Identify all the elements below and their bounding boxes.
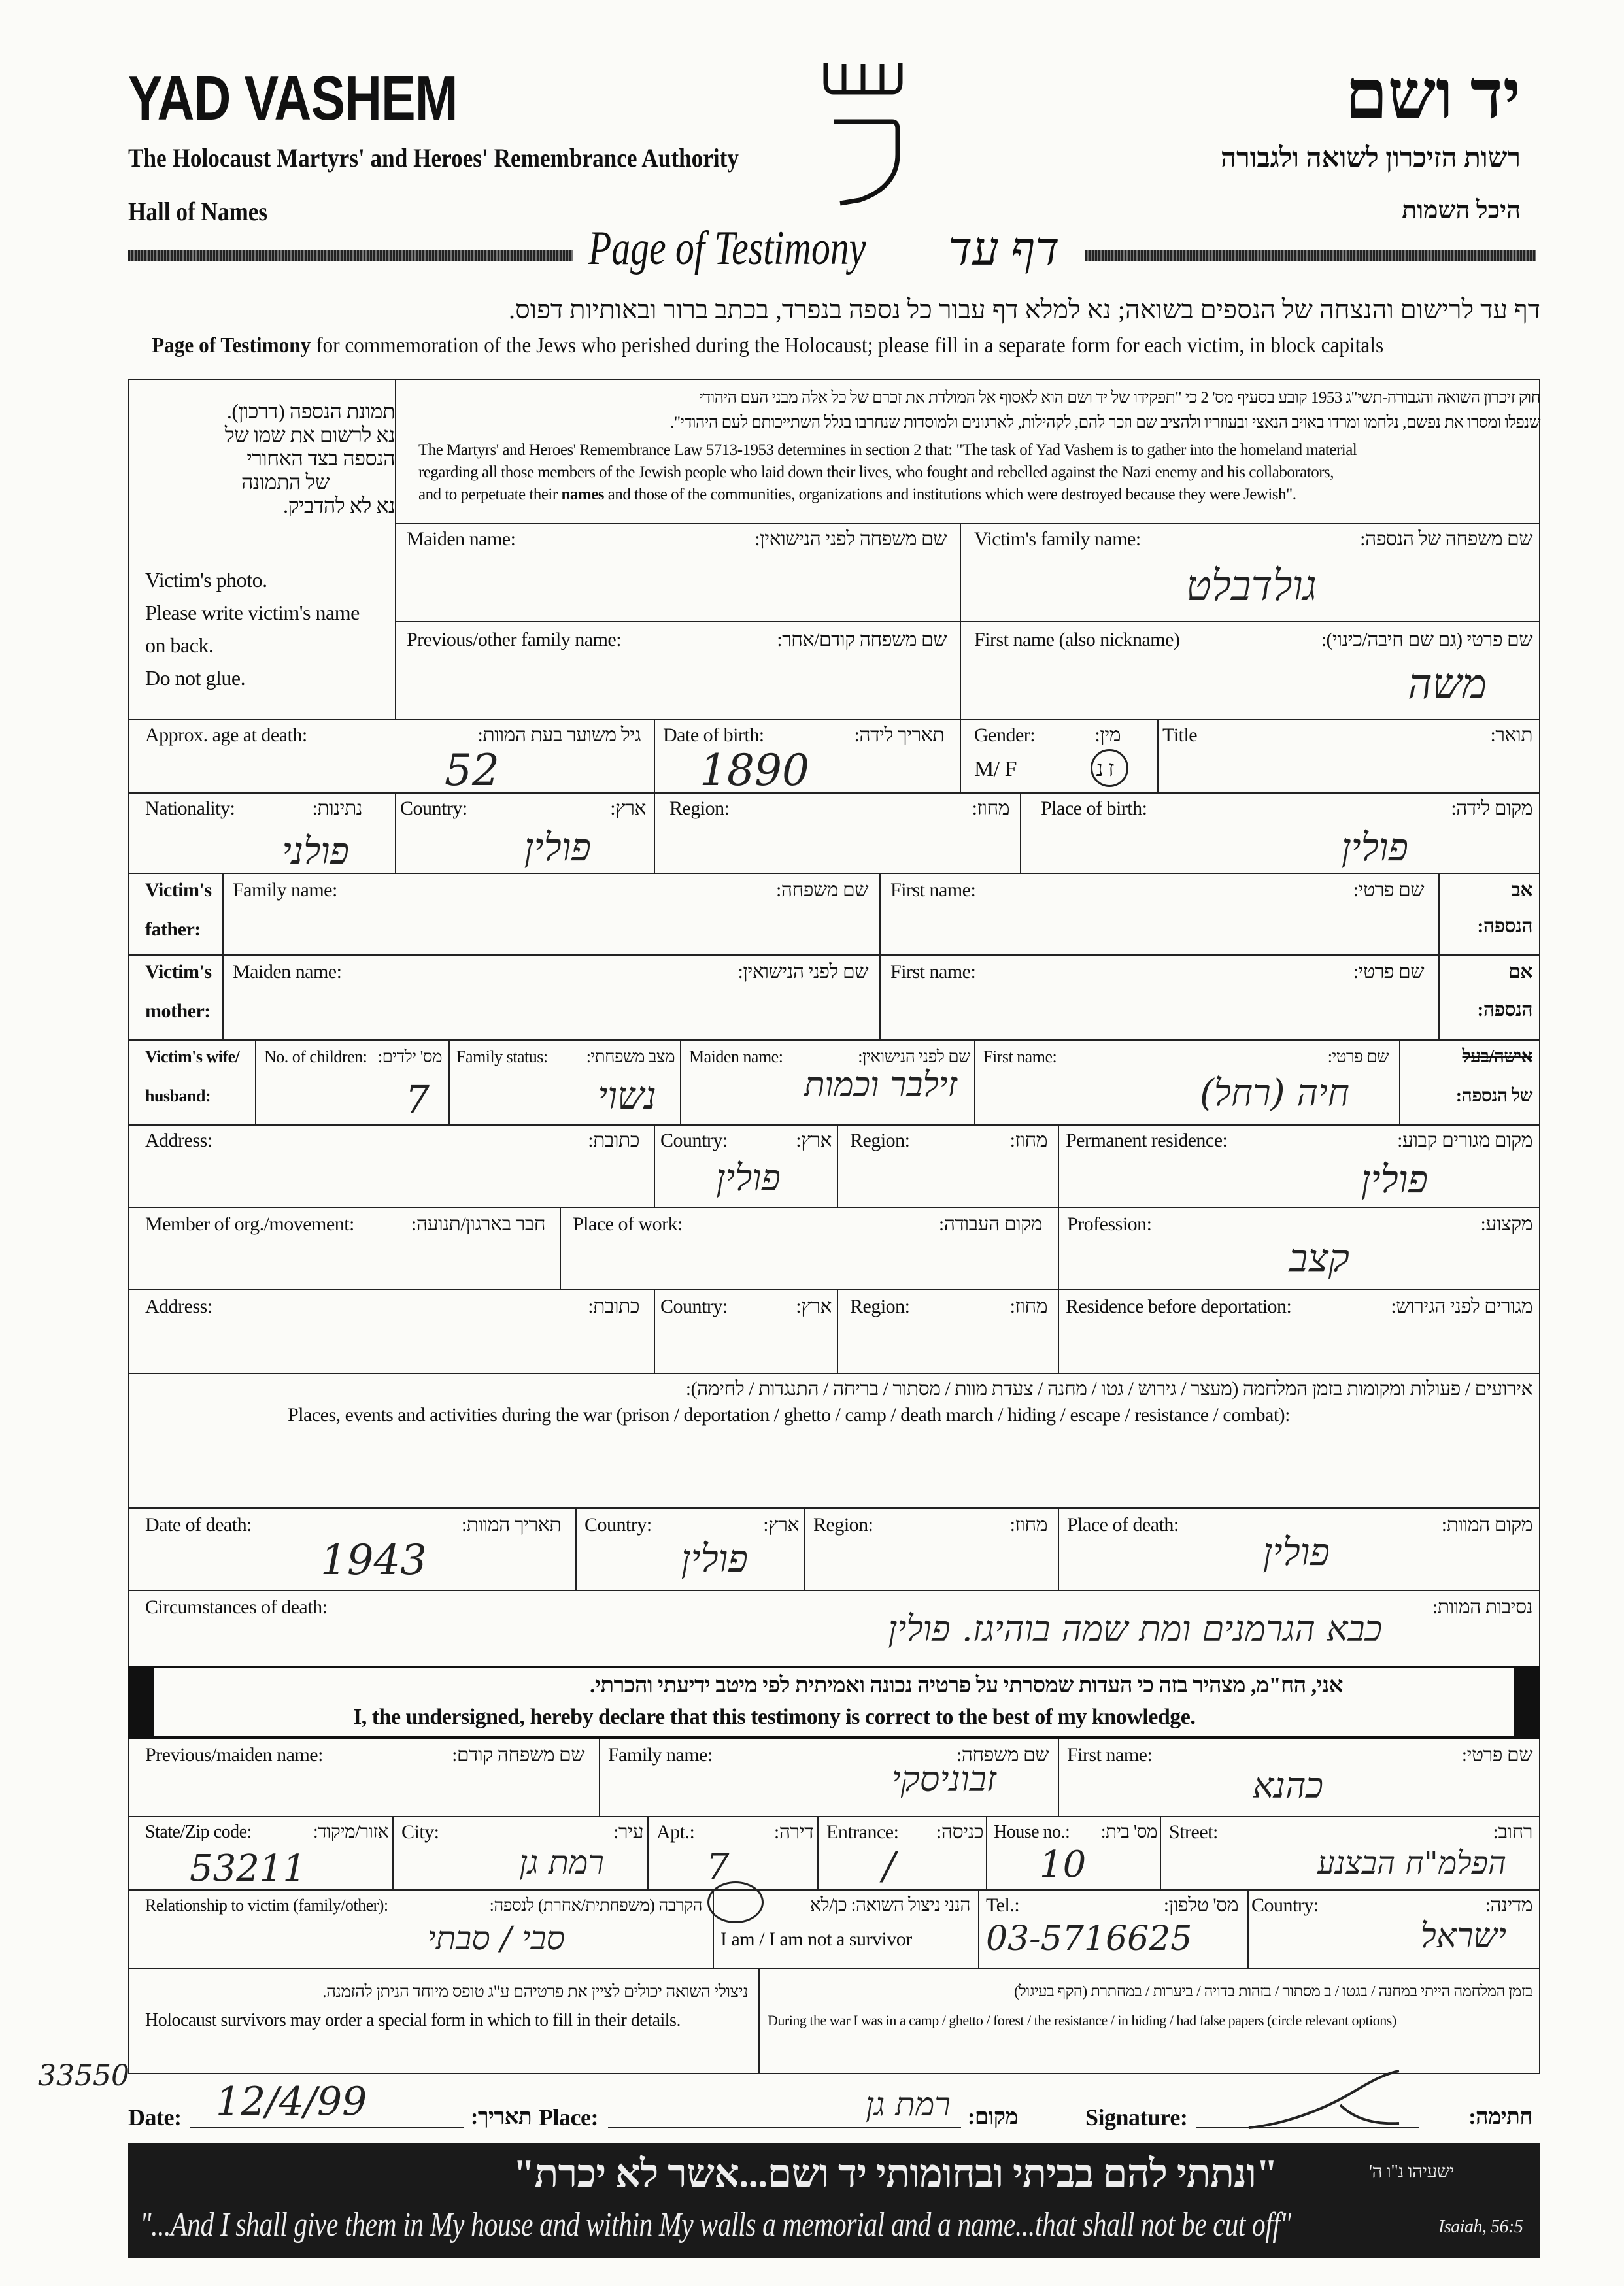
country-label-he: ארץ: xyxy=(610,798,646,819)
title-label-he: תואר: xyxy=(1490,724,1532,746)
address-label-en: Address: xyxy=(145,1130,212,1151)
law-en-3c: and those of the communities, organizations and institutions which were destroyed because they were Jewish". xyxy=(604,486,1296,503)
first-name-value[interactable]: משה xyxy=(1408,660,1487,709)
quote-he: "ונתתי להם בביתי ובחומותי יד ושם...אשר לא יכרת" xyxy=(513,2152,1277,2195)
gender-label-he: מין: xyxy=(1094,724,1121,746)
first-name-label-he: שם פרטי (גם שם חיבה/כינוי): xyxy=(1321,629,1532,650)
city-value[interactable]: רמת גן xyxy=(519,1843,604,1881)
form-title-en: Page of Testimony xyxy=(588,222,866,275)
city-label-en: City: xyxy=(401,1821,439,1843)
spouse-label-en-2: husband: xyxy=(145,1086,211,1105)
member-label-en: Member of org./movement: xyxy=(145,1213,354,1235)
instructions-he: דף עד לרישום והנצחה של הנספים בשואה; נא למלא דף עבור כל נספה בנפרד, בכתב ברור ובאותיות דפוס. xyxy=(508,295,1540,324)
father-family-label-en: Family name: xyxy=(233,879,337,901)
place-death-label-en: Place of death: xyxy=(1067,1514,1179,1536)
photo-note-en-4: Do not glue. xyxy=(145,666,246,690)
declaration-he: אני, הח"מ, מצהיר בזה כי העדות שמסרתי על פרטיה נכונה ואמיתית לפי מיטב ידיעתי והכרתי. xyxy=(589,1673,1343,1698)
father-label-en-2: father: xyxy=(145,918,201,940)
tel-label-en: Tel.: xyxy=(986,1894,1020,1916)
place-death-label-he: מקום המוות: xyxy=(1441,1514,1532,1536)
law-en-3a: and to perpetuate their xyxy=(418,486,562,503)
father-family-label-he: שם משפחה: xyxy=(775,879,868,901)
father-label-he-1: אב xyxy=(1511,879,1532,901)
law-en-1: The Martyrs' and Heroes' Remembrance Law 5713-1953 determines in section 2 that: "The task of Yad Vashem is to gather into the homeland material xyxy=(418,441,1357,459)
apt-label-he: דירה: xyxy=(773,1821,813,1843)
survivor-circle-mark xyxy=(707,1881,764,1923)
entrance-label-en: Entrance: xyxy=(826,1821,899,1843)
war-note-en: During the war I was in a camp / ghetto / forest / the resistance / in hiding / had false papers (circle relevant options) xyxy=(768,2012,1396,2028)
sub-first-label-he: שם פרטי: xyxy=(1461,1744,1532,1766)
place-label-en: Place: xyxy=(539,2104,598,2130)
city-label-he: עיר: xyxy=(613,1821,643,1843)
mother-label-en-1: Victim's xyxy=(145,961,212,983)
photo-note-he-2: נא לרשום את שמו של xyxy=(224,423,395,446)
gender-circle-mark xyxy=(1091,749,1128,787)
title-label-en: Title xyxy=(1162,724,1198,746)
pob-label-he: מקום לידה: xyxy=(1451,798,1532,819)
addr-country-label-he: ארץ: xyxy=(796,1130,832,1151)
father-first-label-he: שם פרטי: xyxy=(1353,879,1424,901)
instructions-en xyxy=(152,333,1383,358)
profession-label-en: Profession: xyxy=(1067,1213,1152,1235)
dod-label-en: Date of death: xyxy=(145,1514,252,1536)
law-he-2: שנפלו ומסרו את נפשם, נלחמו ומרדו באויב הנאצי ובעוזריו ולהציב שם וזכר להם, לקהילות, לארגונים ולמוסדות שנחרבו בגלל השתייכותם לעם היהודי". xyxy=(670,414,1540,431)
sub-family-label-en: Family name: xyxy=(608,1744,713,1766)
dob-label-en: Date of birth: xyxy=(663,724,764,746)
org-name-en: YAD VASHEM xyxy=(128,63,458,133)
first-name-label-en: First name (also nickname) xyxy=(974,629,1180,650)
title-band-left xyxy=(128,250,573,261)
hall-of-names-he: היכל השמות xyxy=(1402,197,1521,224)
address2-label-en: Address: xyxy=(145,1296,212,1317)
photo-note-en-2: Please write victim's name xyxy=(145,601,360,624)
dob-label-he: תאריך לידה: xyxy=(854,724,944,746)
children-label-en: No. of children: xyxy=(264,1047,367,1066)
address2-label-he: כתובת: xyxy=(588,1296,639,1317)
survivor-en[interactable]: I am / I am not a survivor xyxy=(720,1928,912,1950)
spouse-label-he-1: אישה/בעל xyxy=(1462,1047,1532,1067)
nationality-label-he: נתינות: xyxy=(312,798,362,819)
rel-label-he: הקרבה (משפחתית/אחרת) לנספה: xyxy=(489,1896,702,1915)
death-country-value[interactable]: פולין xyxy=(681,1536,748,1581)
apt-value[interactable]: 7 xyxy=(706,1846,730,1889)
place-label-he: מקום: xyxy=(968,2105,1019,2129)
entrance-value[interactable]: / xyxy=(883,1843,896,1888)
pob-label-en: Place of birth: xyxy=(1041,798,1147,819)
form-note-he: ניצולי השואה יכולים לציין את פרטיהם ע"ג טופס מיוחד הניתן להזמנה. xyxy=(322,1982,748,2001)
date-label-he: תאריך: xyxy=(471,2105,532,2129)
country-value[interactable]: פולין xyxy=(524,825,591,869)
place-value[interactable]: רמת גן xyxy=(866,2085,951,2123)
form-note-en: Holocaust survivors may order a special form in which to fill in their details. xyxy=(145,2010,681,2030)
nationality-value[interactable]: פולני xyxy=(282,830,349,873)
signature-mark xyxy=(1242,2066,1412,2138)
father-label-en-1: Victim's xyxy=(145,879,212,901)
law-he-1: חוק זיכרון השואה והגבורה-תשי"ג 1953 קובע בסעיף מס' 2 כי "תפקידו של יד ושם הוא לאסוף אל המולדת את זכרם של כל אלה מבני העם היהודי xyxy=(699,389,1540,407)
member-label-he: חבר בארגון/תנועה: xyxy=(411,1213,545,1235)
house-label-he: מס' בית: xyxy=(1100,1822,1157,1842)
zip-label-en: State/Zip code: xyxy=(145,1822,252,1842)
war-note-he: בזמן המלחמה הייתי במחנה / בגטו / ב מסתור / בזהות בדויה / ביערות / במחתרת (הקף בעיגול) xyxy=(1013,1983,1532,2000)
prev-family-label-he: שם משפחה קודם/אחר: xyxy=(777,629,947,650)
addr2-region-label-he: מחוז: xyxy=(1009,1296,1047,1317)
tel-value[interactable]: 03-5716625 xyxy=(986,1919,1193,1958)
authority-he: רשות הזיכרון לשואה ולגבורה xyxy=(1220,143,1521,173)
addr2-country-label-he: ארץ: xyxy=(796,1296,832,1317)
addr-country-label-en: Country: xyxy=(660,1130,728,1151)
spouse-first-label-en: First name: xyxy=(983,1047,1057,1066)
gender-mf[interactable]: M/ F xyxy=(974,757,1017,781)
zip-label-he: אזור/מיקוד: xyxy=(313,1822,388,1842)
zip-value[interactable]: 53211 xyxy=(190,1847,307,1890)
mother-first-label-en: First name: xyxy=(890,961,976,983)
spouse-maiden-label-he: שם לפני הנישואין: xyxy=(858,1047,970,1066)
family-name-value[interactable]: גולדבלט xyxy=(1186,562,1317,611)
addr-region-label-he: מחוז: xyxy=(1009,1130,1047,1151)
photo-note-en-3: on back. xyxy=(145,633,214,657)
res-before-label-en: Residence before deportation: xyxy=(1066,1296,1292,1317)
document-number: 33550 xyxy=(38,2059,129,2093)
death-country-label-en: Country: xyxy=(584,1514,652,1536)
region-label-he: מחוז: xyxy=(972,798,1009,819)
country-label-en: Country: xyxy=(400,798,467,819)
spouse-label-he-2: של הנספה: xyxy=(1455,1086,1532,1106)
family-name-label-en: Victim's family name: xyxy=(974,528,1141,550)
perm-res-value[interactable]: פולין xyxy=(1361,1157,1428,1202)
work-label-en: Place of work: xyxy=(573,1213,683,1235)
declaration-en: I, the undersigned, hereby declare that this testimony is correct to the best of my knowledge. xyxy=(353,1705,1196,1729)
maiden-name-label-en: Maiden name: xyxy=(407,528,516,550)
spouse-first-value[interactable]: חיה (רחל) xyxy=(1200,1072,1349,1115)
perm-res-label-en: Permanent residence: xyxy=(1066,1130,1228,1151)
law-en-2: regarding all those members of the Jewish people who laid down their lives, who fought and rebelled against the Nazi enemy and his collaborators, xyxy=(418,463,1334,481)
perm-res-label-he: מקום מגורים קבוע: xyxy=(1397,1130,1532,1151)
survivor-he[interactable]: הנני ניצול השואה: כן/לא xyxy=(810,1895,970,1915)
prev-family-label-en: Previous/other family name: xyxy=(407,629,622,650)
sub-prev-maiden-label-he: שם משפחה קודם: xyxy=(452,1744,584,1766)
family-name-label-he: שם משפחה של הנספה: xyxy=(1360,528,1532,550)
country-sub-value[interactable]: ישראל xyxy=(1420,1917,1506,1956)
date-value[interactable]: 12/4/99 xyxy=(216,2079,367,2125)
date-label-en: Date: xyxy=(128,2104,182,2130)
law-en-3b: names xyxy=(561,486,605,503)
signature-label-en: Signature: xyxy=(1085,2104,1188,2130)
photo-note-en-1: Victim's photo. xyxy=(145,568,267,592)
family-status-value[interactable]: נשוי xyxy=(598,1073,656,1118)
photo-note-he-5: נא לא להדביק. xyxy=(283,494,395,517)
photo-note-he-3: הנספה בצד האחורי xyxy=(246,446,395,470)
children-label-he: מס' ילדים: xyxy=(377,1047,442,1066)
quote-en-ref: Isaiah, 56:5 xyxy=(1438,2217,1523,2237)
res-before-label-he: מגורים לפני הגירוש: xyxy=(1391,1296,1532,1317)
entrance-label-he: כניסה: xyxy=(936,1821,983,1843)
title-band-right xyxy=(1085,250,1536,261)
form-title-he: דף עד xyxy=(948,223,1060,275)
sub-first-value[interactable]: כהנא xyxy=(1253,1765,1323,1806)
age-value[interactable]: 52 xyxy=(445,745,499,796)
death-country-label-he: ארץ: xyxy=(763,1514,799,1536)
dod-label-he: תאריך המוות: xyxy=(461,1514,561,1536)
country-sub-label-he: מדינה: xyxy=(1485,1894,1532,1916)
law-en-3 xyxy=(418,484,1296,506)
org-name-he: יד ושם xyxy=(1345,58,1521,133)
country-sub-label-en: Country: xyxy=(1251,1894,1319,1916)
mother-maiden-label-en: Maiden name: xyxy=(233,961,342,983)
gender-he-options[interactable]: ז נ xyxy=(1096,757,1114,781)
quote-he-ref: ישעיהו נ"ו ה' xyxy=(1369,2162,1454,2182)
addr2-region-label-en: Region: xyxy=(850,1296,910,1317)
rel-label-en: Relationship to victim (family/other): xyxy=(145,1896,388,1915)
signature-label-he: חתימה: xyxy=(1468,2105,1532,2129)
profession-label-he: מקצוע: xyxy=(1480,1213,1532,1235)
rel-value[interactable]: סבי / סבתי xyxy=(427,1919,565,1957)
family-status-label-he: מצב משפחתי: xyxy=(586,1047,675,1066)
addr-country-value[interactable]: פולין xyxy=(716,1157,781,1200)
family-status-label-en: Family status: xyxy=(456,1047,548,1066)
sub-family-label-he: שם משפחה: xyxy=(956,1744,1049,1766)
instructions-en-bold: Page of Testimony xyxy=(152,333,311,358)
gender-label-en: Gender: xyxy=(974,724,1036,746)
events-label-en: Places, events and activities during the war (prison / deportation / ghetto / camp / death march / hiding / escape / resistance / combat): xyxy=(288,1404,1291,1426)
death-region-label-en: Region: xyxy=(813,1514,873,1536)
house-label-en: House no.: xyxy=(994,1822,1070,1842)
age-label-he: גיל משוער בעת המוות: xyxy=(477,724,641,746)
instructions-en-rest: for commemoration of the Jews who perished during the Holocaust; please fill in a separate form for each victim, in block capitals xyxy=(311,333,1384,358)
profession-value[interactable]: קצב xyxy=(1289,1235,1349,1281)
spouse-maiden-value[interactable]: זילבר וכמות xyxy=(804,1066,957,1105)
house-value[interactable]: 10 xyxy=(1040,1843,1087,1886)
dod-value[interactable]: 1943 xyxy=(320,1536,427,1585)
mother-first-label-he: שם פרטי: xyxy=(1353,961,1424,983)
work-label-he: מקום העבודה: xyxy=(938,1213,1042,1235)
father-first-label-en: First name: xyxy=(890,879,976,901)
death-region-label-he: מחוז: xyxy=(1009,1514,1047,1536)
address-label-he: כתובת: xyxy=(588,1130,639,1151)
circ-label-he: נסיבות המוות: xyxy=(1432,1596,1532,1618)
pob-value[interactable]: פולין xyxy=(1341,825,1408,869)
mother-label-en-2: mother: xyxy=(145,1000,211,1022)
street-value[interactable]: הפלמ"ח הבצנע xyxy=(1317,1845,1506,1881)
mother-label-he-2: הנספה: xyxy=(1477,999,1532,1020)
sub-first-label-en: First name: xyxy=(1067,1744,1153,1766)
quote-en: "...And I shall give them in My house and within My walls a memorial and a name...that shall not be cut off" xyxy=(140,2206,1291,2244)
spouse-first-label-he: שם פרטי: xyxy=(1327,1047,1389,1066)
photo-note-he-1: תמונת הנספה (דרכון). xyxy=(226,399,395,423)
events-label-he: אירועים / פעולות ומקומות בזמן המלחמה (מעצר / גירוש / גטו / מחנה / צעדת מוות / מסתור / בריחה / התנגדות / לחימה): xyxy=(685,1378,1532,1400)
maiden-name-label-he: שם משפחה לפני הנישואין: xyxy=(754,528,947,550)
addr2-country-label-en: Country: xyxy=(660,1296,728,1317)
street-label-en: Street: xyxy=(1169,1821,1218,1843)
circ-label-en: Circumstances of death: xyxy=(145,1596,328,1618)
sub-prev-maiden-label-en: Previous/maiden name: xyxy=(145,1744,323,1766)
mother-label-he-1: אם xyxy=(1508,961,1532,983)
children-value[interactable]: 7 xyxy=(405,1077,430,1122)
place-death-value[interactable]: פולין xyxy=(1262,1530,1330,1574)
mother-maiden-label-he: שם לפני הנישואין: xyxy=(737,961,868,983)
dob-value[interactable]: 1890 xyxy=(700,745,809,796)
region-label-en: Region: xyxy=(669,798,730,819)
spouse-maiden-label-en: Maiden name: xyxy=(689,1047,783,1066)
photo-note-he-4: של התמונה xyxy=(241,470,330,494)
street-label-he: רחוב: xyxy=(1493,1821,1532,1843)
sub-family-value[interactable]: זבוניסקי xyxy=(891,1758,996,1800)
nationality-label-en: Nationality: xyxy=(145,798,235,819)
spouse-label-en-1: Victim's wife/ xyxy=(145,1047,240,1066)
yad-vashem-logo xyxy=(820,56,905,207)
father-label-he-2: הנספה: xyxy=(1477,915,1532,937)
hall-of-names-en: Hall of Names xyxy=(128,197,268,226)
apt-label-en: Apt.: xyxy=(656,1821,695,1843)
tel-label-he: מס' טלפון: xyxy=(1163,1894,1238,1916)
age-label-en: Approx. age at death: xyxy=(145,724,307,746)
addr-region-label-en: Region: xyxy=(850,1130,910,1151)
authority-en: The Holocaust Martyrs' and Heroes' Remembrance Authority xyxy=(128,143,739,173)
circ-value[interactable]: כבא הגרמנים ומת שמה בוהיגז. פולין xyxy=(888,1608,1382,1649)
